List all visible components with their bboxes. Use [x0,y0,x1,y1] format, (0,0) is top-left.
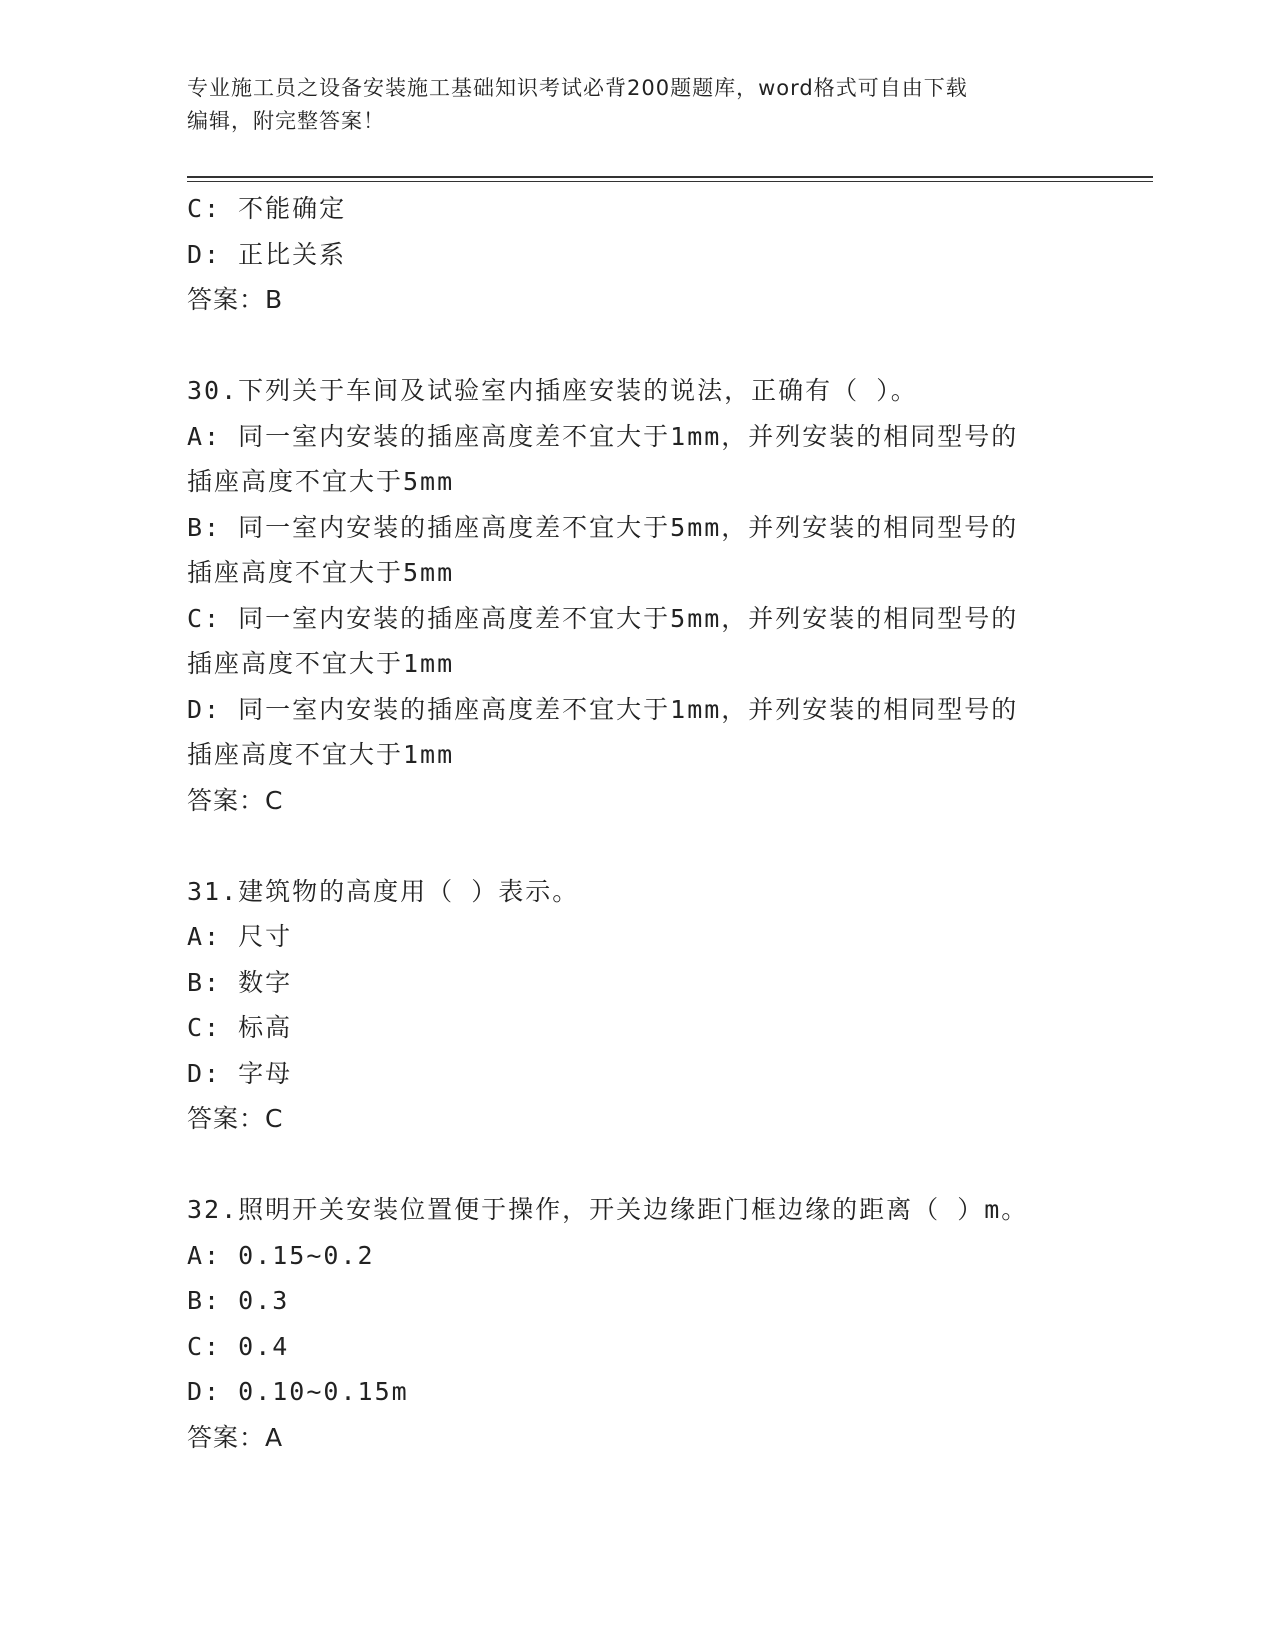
prev-option-d: D: 正比关系 [187,239,347,269]
q31-option-c: C: 标高 [187,1013,293,1042]
q30-stem: 30.下列关于车间及试验室内插座安装的说法，正确有（ ）。 [187,376,918,405]
prev-option-c: C: 不能确定 [187,194,347,223]
q30-option-a-line1: A: 同一室内安装的插座高度差不宜大于1mm，并列安装的相同型号的 [187,421,1019,451]
q32-option-d: D: 0.10~0.15m [187,1377,409,1406]
q30-option-a-line2: 插座高度不宜大于5mm [187,467,455,496]
q30-option-b-line2: 插座高度不宜大于5mm [187,558,455,587]
q30-option-c-line2: 插座高度不宜大于1mm [187,649,455,678]
q31-answer: 答案：C [187,1104,284,1133]
q30-option-b-line1: B: 同一室内安装的插座高度差不宜大于5mm，并列安装的相同型号的 [187,512,1019,542]
header-title-line-1: 专业施工员之设备安装施工基础知识考试必背200题题库，word格式可自由下载 [187,76,968,100]
prev-answer: 答案：B [187,285,284,314]
q31-option-a: A: 尺寸 [187,922,293,951]
spacer [187,823,1087,869]
q31-option-d: D: 字母 [187,1058,293,1088]
q32-stem: 32.照明开关安装位置便于操作，开关边缘距门框边缘的距离（ ）m。 [187,1195,1029,1224]
q31-stem: 31.建筑物的高度用（ ）表示。 [187,876,580,906]
q32-option-c: C: 0.4 [187,1331,290,1361]
q30-answer: 答案：C [187,785,284,815]
q32-option-b: B: 0.3 [187,1286,290,1315]
q32-option-a: A: 0.15~0.2 [187,1240,375,1270]
q30-option-d-line2: 插座高度不宜大于1mm [187,740,455,769]
spacer [187,1142,1087,1188]
question-list [187,186,1087,1460]
header-divider-thin [187,181,1153,182]
header-divider-thick [187,176,1153,178]
spacer [187,323,1087,369]
document-header [187,72,1067,138]
q30-option-d-line1: D: 同一室内安装的插座高度差不宜大于1mm，并列安装的相同型号的 [187,694,1019,724]
q30-option-c-line1: C: 同一室内安装的插座高度差不宜大于5mm，并列安装的相同型号的 [187,603,1019,633]
header-title-line-2: 编辑，附完整答案！ [187,109,385,133]
q31-option-b: B: 数字 [187,967,293,997]
q32-answer: 答案：A [187,1422,284,1452]
